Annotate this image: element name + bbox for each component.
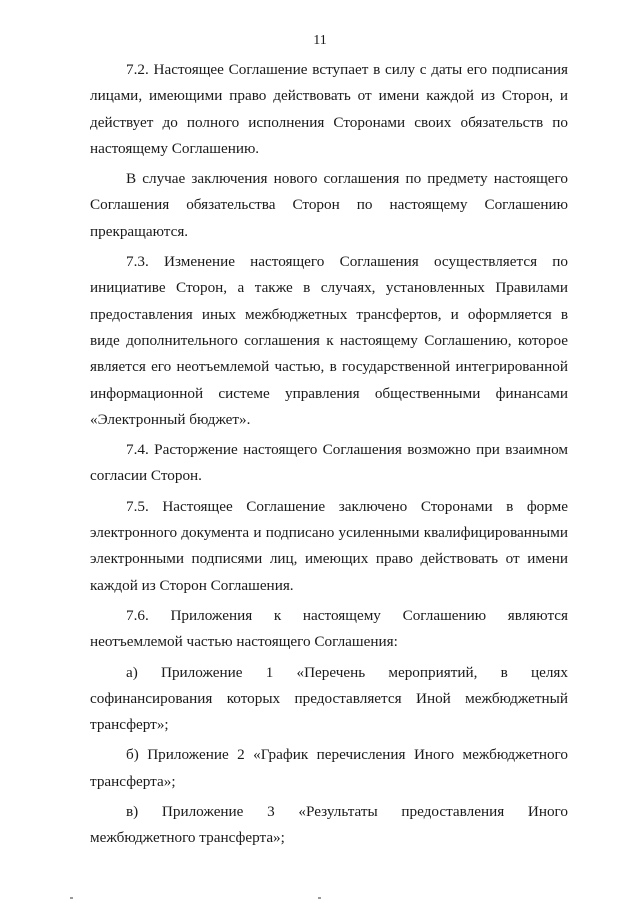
appendix-item-a: а) Приложение 1 «Перечень мероприятий, в целях софинансирования которых предоставляется Иной межбюджетный трансферт»; xyxy=(90,663,568,734)
appendix-item-v: в) Приложение 3 «Результаты предоставления Иного межбюджетного трансферта»; xyxy=(90,803,568,847)
paragraph-7-6: 7.6. Приложения к настоящему Соглашению являются неотъемлемой частью настоящего Соглашения: xyxy=(90,606,568,651)
paragraph-7-2: 7.2. Настоящее Соглашение вступает в силу с даты его подписания лицами, имеющими право действовать от имени каждой из Сторон, и действует до полного исполнения Сторонами своих обязательств по настоящему Соглашению. xyxy=(90,61,568,157)
paragraph-7-4: 7.4. Расторжение настоящего Соглашения возможно при взаимном согласии Сторон. xyxy=(90,441,568,485)
appendix-item-b: б) Приложение 2 «График перечисления Иного межбюджетного трансферта»; xyxy=(90,746,568,790)
paragraph-7-5: 7.5. Настоящее Соглашение заключено Сторонами в форме электронного документа и подписано усиленными квалифицированными электронными подписями лиц, имеющих право действовать от имени каждой из Сторон Соглашения. xyxy=(90,497,568,594)
scan-mark xyxy=(318,897,321,899)
scan-mark xyxy=(70,897,73,899)
paragraph-new-agreement: В случае заключения нового соглашения по предмету настоящего Соглашения обязательства Сторон по настоящему Соглашению прекращаются. xyxy=(90,170,568,240)
scan-edge-marks xyxy=(0,895,640,901)
document-body xyxy=(90,57,568,852)
page-number: 11 xyxy=(313,33,327,48)
paragraph-7-3: 7.3. Изменение настоящего Соглашения осуществляется по инициативе Сторон, а также в случаях, установленных Правилами предоставления иных межбюджетных трансфертов, и оформляется в виде дополнительного соглашения к настоящему Соглашению, которое является его неотъемлемой частью, в государственной интегрированной информационной системе управления общественными финансами «Электронный бюджет». xyxy=(90,253,568,428)
